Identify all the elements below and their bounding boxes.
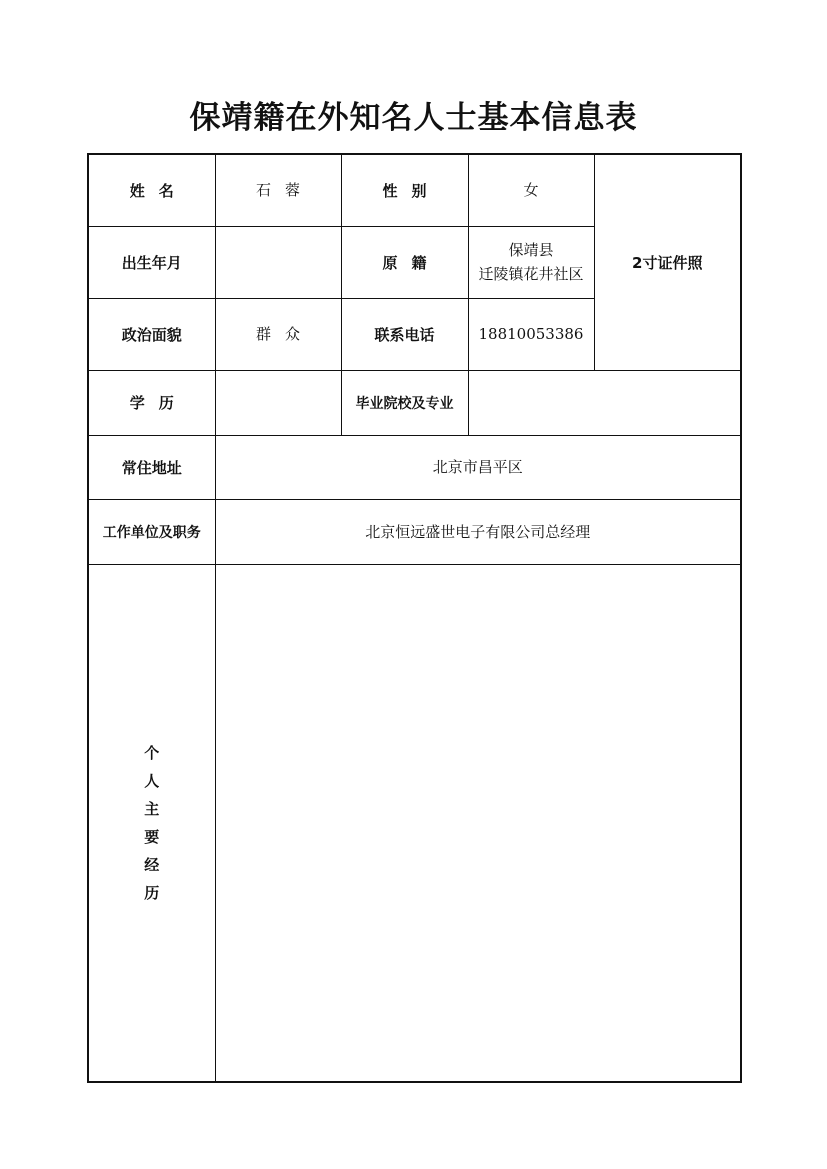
- name-value[interactable]: 石蓉: [215, 154, 341, 226]
- address-label: 常住地址: [88, 435, 215, 499]
- experience-label: 个人主要经历: [144, 743, 160, 902]
- school-value[interactable]: [468, 370, 741, 435]
- experience-value[interactable]: [215, 564, 741, 1082]
- birth-label: 出生年月: [88, 226, 215, 298]
- photo-placeholder[interactable]: 2寸证件照: [594, 154, 741, 370]
- origin-value-line2: 迁陵镇花井社区: [478, 265, 584, 283]
- address-value[interactable]: 北京市昌平区: [215, 435, 741, 499]
- form-title: 保靖籍在外知名人士基本信息表: [189, 100, 638, 136]
- gender-label: 性别: [341, 154, 468, 226]
- work-label: 工作单位及职务: [88, 499, 215, 564]
- name-label: 姓名: [88, 154, 215, 226]
- origin-value[interactable]: [468, 226, 594, 298]
- phone-value[interactable]: 18810053386: [468, 298, 594, 370]
- experience-label-cell: [88, 564, 215, 1082]
- education-label: 学历: [88, 370, 215, 435]
- origin-label: 原籍: [341, 226, 468, 298]
- phone-label: 联系电话: [341, 298, 468, 370]
- info-table: [87, 153, 742, 1083]
- birth-value[interactable]: [215, 226, 341, 298]
- origin-value-line1: 保靖县: [508, 241, 554, 259]
- education-value[interactable]: [215, 370, 341, 435]
- gender-value[interactable]: 女: [468, 154, 594, 226]
- work-value[interactable]: 北京恒远盛世电子有限公司总经理: [215, 499, 741, 564]
- politics-label: 政治面貌: [88, 298, 215, 370]
- politics-value[interactable]: 群众: [215, 298, 341, 370]
- school-label: 毕业院校及专业: [341, 370, 468, 435]
